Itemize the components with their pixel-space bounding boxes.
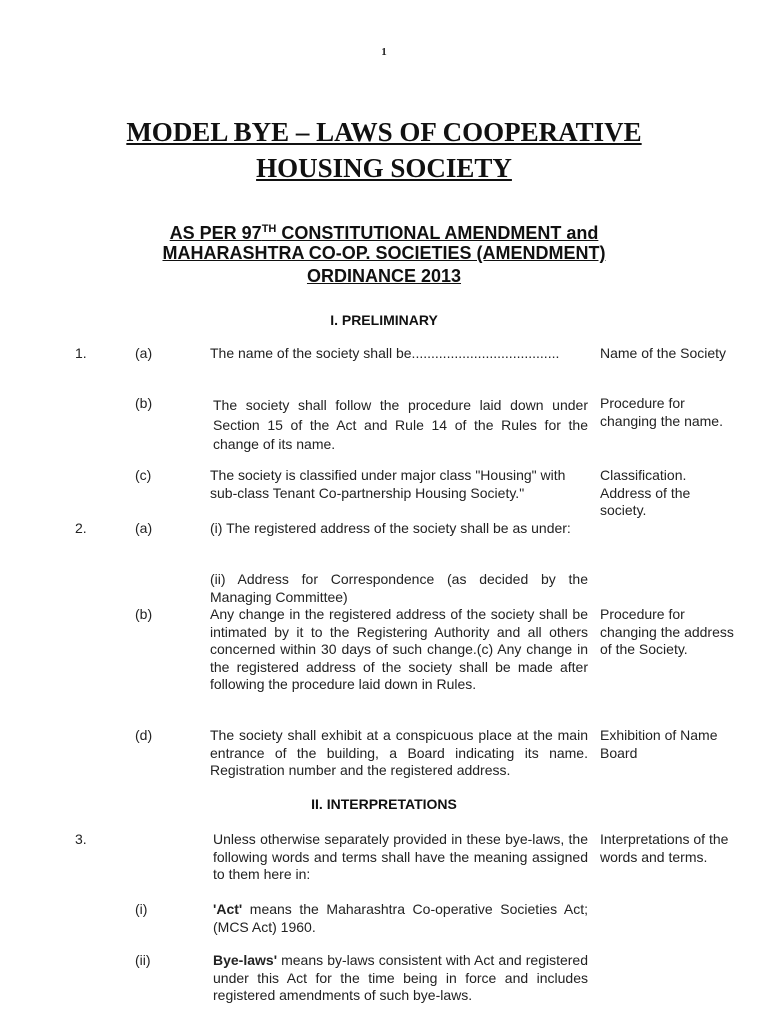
subtitle-line3: ORDINANCE 2013 — [306, 266, 462, 286]
clause-text: (ii) Address for Correspondence (as decided by the Managing Committee) — [210, 571, 588, 605]
subtitle-line1: AS PER 97TH CONSTITUTIONAL AMENDMENT and — [169, 223, 599, 243]
clause-text: The society shall exhibit at a conspicuous place at the main entrance of the building, a Board indicating its name. Registration number and the registered address. — [210, 727, 588, 778]
definition-text: 'Act' means the Maharashtra Co-operative Societies Act; (MCS Act) 1960. — [213, 901, 588, 935]
defined-term: 'Act' — [213, 901, 243, 917]
sub-clause-label: (c) — [135, 467, 152, 483]
margin-note: Procedure for changing the address of the Society. — [600, 606, 734, 657]
page-number: 1 — [381, 46, 387, 58]
section-heading-preliminary: I. PRELIMINARY — [330, 312, 438, 328]
clause-number: 3. — [75, 831, 87, 847]
clause-text: The society shall follow the procedure laid down under Section 15 of the Act and Rule 14 of the Rules for the change of its name. — [213, 397, 588, 452]
defined-term: Bye-laws' — [213, 952, 278, 968]
sub-clause-label: (b) — [135, 606, 153, 622]
clause-text: The society is classified under major class "Housing" with sub-class Tenant Co-partnership Housing Society." — [210, 467, 566, 501]
clause-text: Any change in the registered address of the society shall be intimated by it to the Registering Authority and all others concerned within 30 days of such change.(c) Any change in the registered address of the society shall be made after following the procedure laid down in Rules. — [210, 606, 588, 692]
document-title-line1: MODEL BYE – LAWS OF COOPERATIVE — [126, 117, 642, 147]
margin-note: Interpretations of the words and terms. — [600, 831, 729, 865]
margin-note: Name of the Society — [600, 345, 727, 361]
document-title-line2: HOUSING SOCIETY — [256, 153, 512, 183]
clause-text: (i) The registered address of the society shall be as under: — [210, 520, 571, 536]
definition-text: Bye-laws' means by-laws consistent with Act and registered under this Act for the time being in force and includes registered amendments of such bye-laws. — [213, 952, 588, 1003]
sub-clause-label: (ii) — [135, 952, 151, 968]
sub-clause-label: (b) — [135, 395, 153, 411]
sub-clause-label: (a) — [135, 520, 153, 536]
sub-clause-label: (d) — [135, 727, 153, 743]
subtitle-line2: MAHARASHTRA CO-OP. SOCIETIES (AMENDMENT) — [162, 243, 606, 263]
clause-number: 1. — [75, 345, 87, 361]
clause-text: The name of the society shall be...................................... — [210, 345, 560, 361]
margin-note: Procedure for changing the name. — [600, 395, 723, 429]
margin-note: Classification. Address of the society. — [600, 467, 691, 518]
section-heading-interpretations: II. INTERPRETATIONS — [311, 796, 457, 812]
sub-clause-label: (a) — [135, 345, 153, 361]
clause-text: Unless otherwise separately provided in these bye-laws, the following words and terms shall have the meaning assigned to them here in: — [213, 831, 588, 882]
clause-number: 2. — [75, 520, 87, 536]
sub-clause-label: (i) — [135, 901, 148, 917]
margin-note: Exhibition of Name Board — [600, 727, 718, 761]
